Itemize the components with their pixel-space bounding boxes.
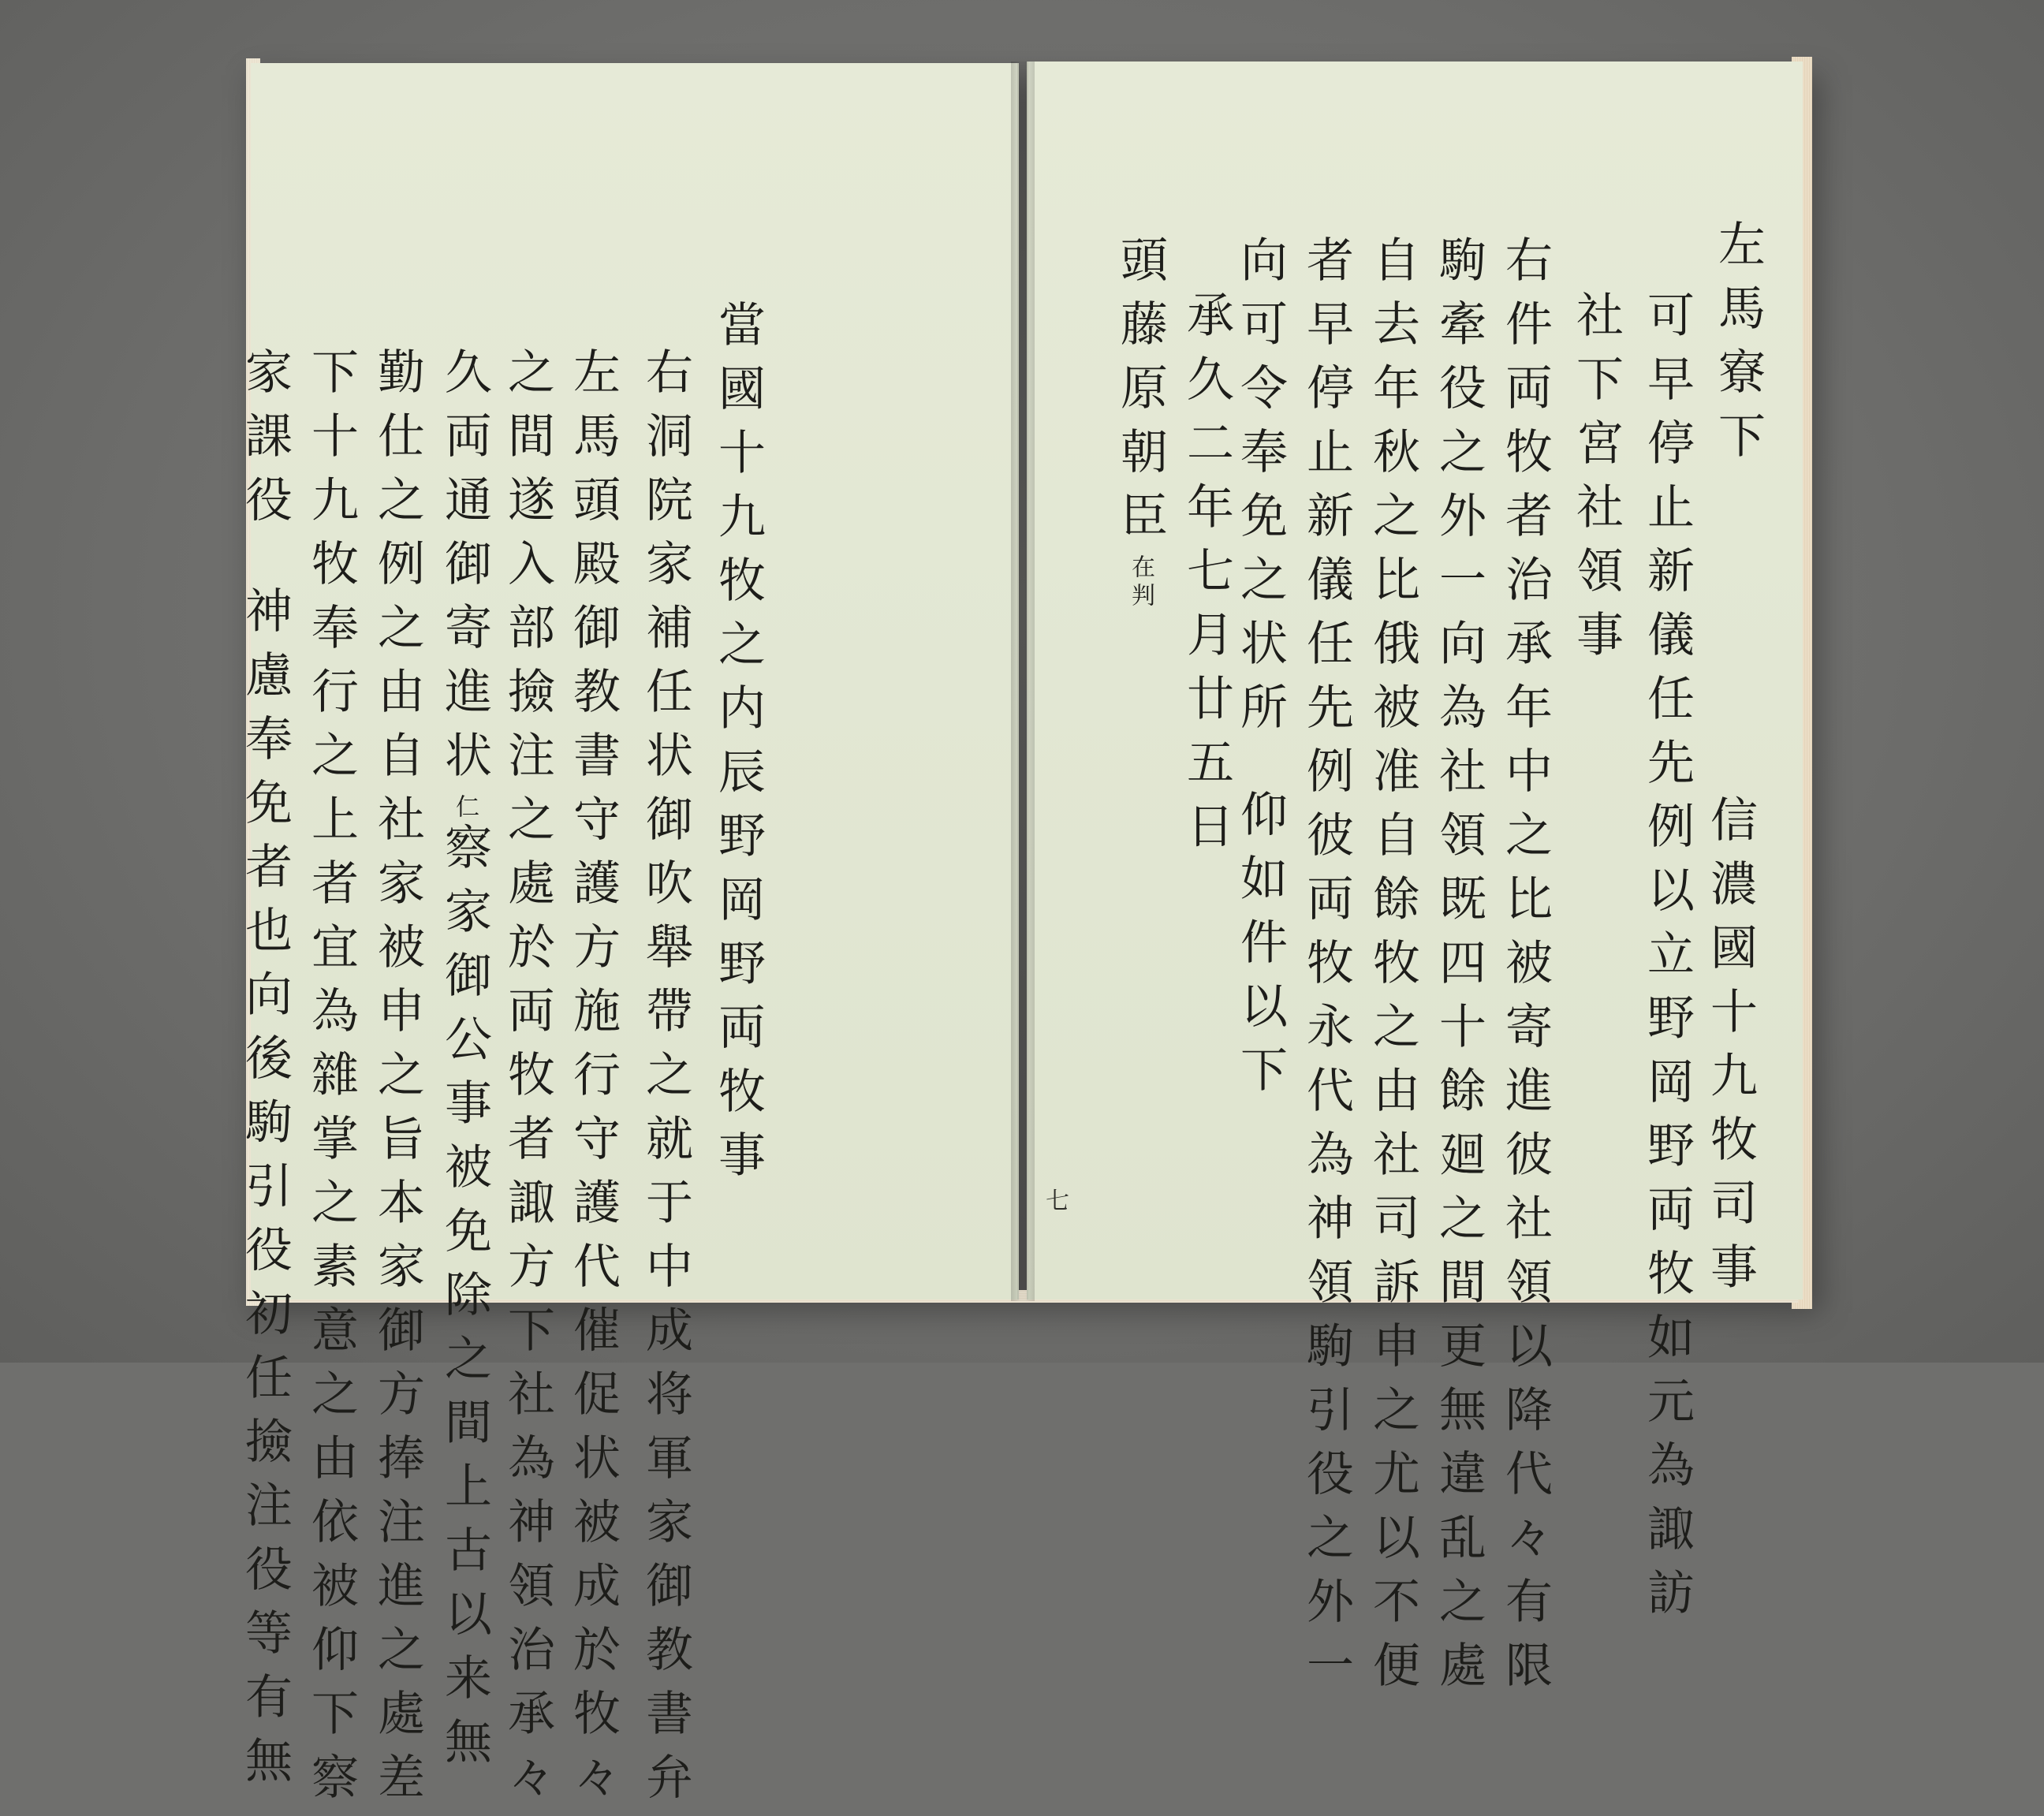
right-line-1: 可早停止新儀任先例以立野岡野両牧如元為諏訪 — [1639, 290, 1695, 1631]
right-page — [1027, 62, 1803, 1704]
left-line-1: 右洞院家補任状御吹舉帶之就于中成将軍家御教書弁 — [638, 347, 693, 1816]
left-line-4-continuation: 察家御公事被免除之間上古以来無 — [437, 822, 492, 1781]
left-line-7-text: 家課役 — [237, 347, 293, 539]
right-signature — [1113, 235, 1168, 611]
left-line-7 — [237, 347, 293, 1799]
right-body-1: 右件両牧者治承年中之比被寄進彼社領以降代々有限 — [1498, 235, 1553, 1704]
page-number: 七 — [1046, 1188, 1069, 1215]
left-line-5: 勤仕之例之由自社家被申之旨本家御方捧注進之處差 — [370, 347, 425, 1816]
left-line-3: 之間遂入部撿注之處於両牧者諏方下社為神領治承々 — [500, 347, 555, 1816]
right-closing: 仰如件以下 — [1233, 789, 1288, 1109]
right-date: 承久二年七月廿五日 — [1179, 290, 1234, 865]
right-body-4: 者早停止新儀任先例彼両牧永代為神領駒引役之外一 — [1299, 235, 1354, 1704]
right-body-2: 駒牽役之外一向為社領既四十餘廻之間更無違乱之處 — [1431, 235, 1486, 1704]
left-line-4 — [437, 347, 492, 1781]
right-signature-text: 頭藤原朝臣 — [1113, 235, 1168, 554]
right-heading: 信濃國十九牧司事 — [1703, 795, 1758, 1306]
right-address: 左馬寮下 — [1710, 219, 1766, 475]
right-body-5 — [1233, 235, 1288, 1109]
left-line-7-continuation: 神慮奉免者也向後駒引役初任撿注役等有無 — [237, 586, 293, 1799]
left-line-2: 左馬頭殿御教書守護方施行守護代催促状被成於牧々 — [565, 347, 621, 1816]
left-line-4-note: 仁 — [451, 794, 479, 822]
right-body-5-text: 向可令奉免之状所 — [1233, 235, 1288, 746]
book-gutter — [1011, 62, 1035, 1301]
left-title: 當國十九牧之内辰野岡野両牧事 — [711, 300, 766, 1194]
right-body-3: 自去年秋之比俄被准自餘牧之由社司訴申之尤以不便 — [1365, 235, 1420, 1704]
right-seal-note: 在判 — [1127, 554, 1154, 611]
left-line-4-text: 久両通御寄進状 — [437, 347, 492, 794]
left-line-6: 下十九牧奉行之上者宜為雜掌之素意之由依被仰下察 — [304, 347, 359, 1816]
right-line-2: 社下宮社領事 — [1568, 290, 1624, 673]
left-page — [237, 63, 1019, 1816]
